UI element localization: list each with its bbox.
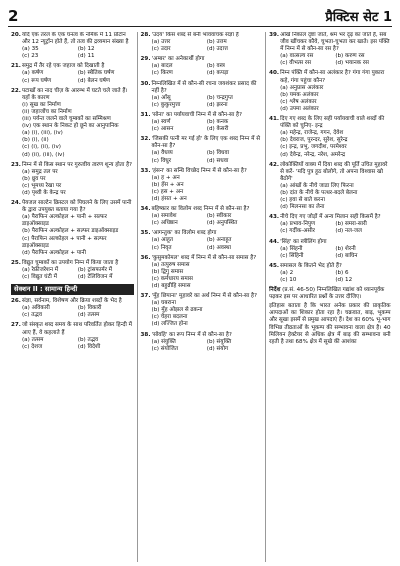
question-text: नीचे दिए गए जोड़ों में अन्य मिलान सही किसमें है? [280, 214, 381, 221]
answer-option: (b) हँस + अन [151, 181, 184, 188]
answer-option: (d) पैराफिन अल्कोहल + पानी [22, 249, 86, 256]
question-item [269, 32, 391, 67]
answer-option: (d) झरना [206, 101, 228, 108]
question-text: जो संस्कृत शब्द समय के साथ परिवर्तित होकर हिन्दी में आए हैं, वे कहलाते हैं [22, 322, 132, 336]
answer-option: (d) हंसत + अन [151, 195, 187, 202]
question-header [141, 136, 263, 150]
question-item [141, 332, 263, 353]
option-list [141, 262, 263, 290]
option-list [141, 175, 263, 203]
option-list [11, 102, 134, 159]
question-text: 'जिसकी पत्नी मर गई हो' के लिए एक शब्द निम्न में से कौन-सा है? [151, 136, 261, 150]
answer-option: (b) ट्रांसफार्मर में [77, 266, 113, 273]
question-text: लोकोक्तियों वाक्य में दिया शब्द की पूर्ति उचित मुहावरे से करें- 'मदि पुत्र हूठ बोलोगे, तो अपना विश्वास खो बैठोगे' [280, 161, 388, 182]
question-item [269, 70, 391, 113]
option-list [11, 70, 134, 84]
question-item [141, 293, 263, 328]
answer-option: (b) देवराज, पुरन्दर, सुरेश, सुरेन्द्र [280, 137, 348, 144]
answer-option: (d) (ii), (iii), (iv) [22, 151, 65, 158]
question-item [141, 56, 263, 77]
question-item [141, 136, 263, 164]
answer-option: (b) (i), (ii) [22, 137, 49, 144]
answer-option: (d) बहुव्रीहि समास [151, 283, 191, 289]
question-header [269, 162, 391, 183]
option-list [141, 300, 263, 328]
answer-option: (c) भूमध्य रेखा पर [22, 182, 62, 189]
question-item [11, 162, 134, 197]
section-heading: सेक्शन II : सामान्य हिन्दी [11, 284, 134, 295]
answer-option: (a) समावेश [151, 213, 177, 220]
answer-option: (i) सूख का निर्माण [22, 101, 61, 108]
question-text: 'कुसुमकोमल' शब्द में निम्न में से कौन-सा समास है? [151, 254, 257, 261]
answer-option: (d) तत्सम [77, 312, 100, 319]
answer-option: (b) तद्भव [77, 336, 99, 343]
question-item [141, 206, 263, 227]
answer-option: (c) उदार [151, 46, 171, 53]
answer-option: (b) मुँह ओझल से ढकना [151, 307, 203, 314]
answer-option: (d) भयानक रस [335, 60, 369, 67]
question-number: 32. [140, 136, 151, 143]
column-middle [137, 32, 266, 562]
question-header [141, 81, 263, 95]
answer-option: (c) रूप घर्षण [22, 77, 52, 84]
instruction-label: निर्देश [269, 287, 281, 294]
answer-option: (a) आहूत [151, 237, 173, 244]
answer-option: (c) चेहरा बदलना [151, 314, 188, 321]
answer-option: (a) ह + अन [151, 174, 180, 181]
question-text: 'आगन्तुक' का विलोम शब्द होगा [151, 230, 217, 237]
answer-option: (d) 11 [77, 53, 95, 60]
page-title: प्रैक्टिस सेट 1 [325, 10, 392, 25]
column-left [8, 32, 137, 562]
question-item [141, 255, 263, 290]
answer-option: (a) आँसू [151, 94, 171, 101]
question-number: 21. [11, 63, 21, 70]
answer-option: (d) लज्जित होना [151, 321, 188, 328]
question-item [11, 298, 134, 319]
answer-option: (b) वस्त्र [206, 63, 225, 70]
option-list [269, 246, 391, 260]
question-header [269, 263, 391, 270]
question-text: निम्न पंक्ति में कौन-सा अलंकार है? गंगा गंगा पुकारा कहे, गंगा पहुंचा कौन? [280, 70, 385, 84]
answer-option: (a) पैराफिन अल्कोहल + पानी + सल्फर डाइऑक्साइड [22, 214, 107, 228]
answer-option: (a) तत्सम [22, 336, 44, 343]
question-item [269, 162, 391, 212]
option-list [141, 150, 263, 164]
question-item [11, 88, 134, 159]
answer-option: (b) संयुक्ति [206, 338, 232, 345]
instruction-text: (प्र.सं. 46-50) निम्नलिखित गद्यांश को ध्यानपूर्वक पढ़कर इस पर आधारित प्रश्नों के उत्तर दीजिए। [269, 287, 385, 301]
question-number: 42. [269, 161, 279, 168]
option-list [11, 267, 134, 281]
answer-option: (iv) एक स्थान के निकट हो छूने का आनुपानिक [22, 123, 119, 130]
answer-option: (d) उपमा अलंकार [280, 105, 319, 112]
question-text: आँखें निकाल दृष्टा जाते, श्रम भर दृढ़ का जाते हैं, सब जीव खींचकर कौवे, चुभता-चुभता कर खाते। इस पंक्ति में निम्न में से कौन-सा रस है? [280, 32, 390, 53]
answer-option: (c) सिंहिनी [280, 252, 304, 259]
question-text: पेयजल साल्टेन क्रिस्टल को पिघलने के लिए उसमें पानी के द्वारा उपयुक्त बताया गया है? [22, 200, 132, 214]
answer-option: (d) अनुपस्थित [206, 220, 238, 227]
option-list [11, 169, 134, 197]
question-item [141, 168, 263, 203]
answer-option: (b) 12 [77, 46, 95, 53]
answer-option: (b) विधवा [206, 150, 230, 157]
answer-option: (a) घबराना [151, 300, 176, 307]
question-number: 37. [140, 293, 151, 300]
question-number: 34. [140, 206, 151, 213]
question-number: 41. [269, 116, 279, 123]
answer-option: (c) श्लेष अलंकार [280, 98, 317, 105]
answer-option: (a) 35 [22, 46, 39, 53]
answer-option: (a) वैधव्य [151, 150, 173, 157]
question-header [11, 32, 134, 46]
page-header [8, 6, 392, 27]
answer-option: (d) कपड़ा [206, 70, 229, 77]
option-list [141, 119, 263, 133]
answer-option: (d) संयोग [206, 345, 229, 352]
question-header [269, 32, 391, 53]
question-header [141, 56, 263, 63]
answer-option: (c) अधिष्ठान [151, 220, 178, 227]
answer-option: (d) मिलनसा का लेना [280, 204, 325, 211]
column-right [265, 32, 394, 562]
question-text: 'हंसन' का सन्धि विच्छेद निम्न में से कौन-सा है? [151, 167, 247, 174]
answer-option: (a) (i), (iii), (iv) [22, 130, 63, 137]
answer-option: (d) बेलन घर्षण [77, 77, 110, 84]
answer-option: (d) केसरी [206, 126, 229, 133]
option-list [11, 337, 134, 351]
answer-option: (c) निवृत [151, 244, 172, 251]
answer-option: (d) नल-जल [335, 228, 362, 235]
question-header [269, 239, 391, 246]
answer-option: (a) आंखों के नीचे जाडा लिए फिरना [280, 182, 354, 189]
option-list [141, 339, 263, 353]
question-number: 28. [140, 32, 151, 38]
question-text: निम्नलिखित में से कौन-सी रचना जयशंकर प्रसाद की नहीं है? [151, 80, 257, 94]
answer-option: (b) पैराफिन अल्कोहल + सल्फर डाइऑक्साइड [22, 228, 119, 235]
answer-option: (c) तद्भव [22, 312, 42, 319]
question-text: समुद्र में तैर रहे एक जहाज को दिखाती है [22, 63, 105, 70]
question-text: 'उदय' किस शब्द से बनी भाववाचक संज्ञा है [151, 32, 239, 38]
question-number: 39. [269, 32, 279, 38]
question-text: 'सिंह' का स्त्रीलिंग होगा [280, 238, 327, 245]
question-item [269, 239, 391, 260]
answer-option: (c) कर्मधारय समास [151, 275, 193, 282]
option-list [269, 85, 391, 113]
answer-option: (a) बादल [151, 63, 173, 70]
answer-option: (d) बाघिन [335, 252, 358, 259]
question-header [269, 116, 391, 130]
option-list [141, 213, 263, 227]
question-text: संज्ञा, सर्वनाम, विशेषण और क्रिया शब्दों के भेद है [22, 298, 122, 305]
option-list [269, 53, 391, 67]
question-number: 24. [11, 200, 21, 207]
question-text: 'सोना' का पर्यायवाची निम्न में से कौन-सा है? [151, 111, 242, 118]
question-text: बहिष्कार का विलोम शब्द निम्न में से कौन-सा है? [151, 206, 250, 213]
answer-option: (c) 10 [280, 277, 297, 283]
question-item [11, 322, 134, 350]
question-number: 43. [269, 214, 279, 221]
answer-option: (b) शेरनी [335, 245, 356, 252]
answer-option: (b) विकारी [77, 305, 102, 312]
answer-option: (b) दांत के नीचे के पत्थर-बदले बेलना [280, 189, 358, 196]
answer-option: (c) विधुर [151, 157, 172, 164]
answer-option: (c) (i), (ii), (iv) [22, 144, 61, 151]
answer-option: (c) हवा से बाते करना [280, 197, 325, 204]
answer-option: (a) अनुप्रास अलंकार [280, 84, 324, 91]
answer-option: (b) 6 [335, 269, 349, 276]
question-item [269, 263, 391, 284]
question-header [11, 260, 134, 267]
answer-option: (d) अवस्था [206, 244, 231, 251]
answer-option: (c) आसन [151, 126, 174, 133]
question-item [11, 63, 134, 84]
question-item [141, 81, 263, 109]
question-header [141, 32, 263, 39]
question-header [141, 332, 263, 339]
answer-option: (d) विदेशी [77, 343, 101, 350]
answer-option: (c) विद्युत घंटी में [22, 274, 57, 280]
question-text: दिए गए शब्द के लिए सही पर्यायवाची वाले शब्दों की पंक्ति को चुनिए- इन्द्र [280, 116, 385, 130]
answer-option: (a) प्रभाव-निपुण [280, 221, 316, 228]
question-text: 'सोवहि' का रूप निम्न में से कौन-सा है? [151, 331, 232, 338]
answer-option: (c) कुकुरमुत्ता [151, 101, 181, 108]
question-number: 35. [140, 230, 151, 237]
answer-option: (d) 12 [335, 277, 353, 283]
question-header [141, 112, 263, 119]
question-header [11, 88, 134, 102]
answer-option: (c) 23 [22, 53, 39, 60]
answer-option: (c) किरण [151, 70, 173, 77]
answer-option: (c) संयोजित [151, 345, 179, 352]
question-header [141, 255, 263, 262]
question-item [269, 116, 391, 159]
answer-option: (a) महेन्द्र, राजेन्द्र, गगन, देवेश [280, 130, 344, 137]
answer-option: (b) अनाहूत [206, 237, 232, 244]
question-header [11, 200, 134, 214]
answer-option: (b) उत्तम [206, 39, 227, 46]
question-number: 36. [140, 254, 151, 261]
option-list [269, 183, 391, 211]
answer-option: (a) तत्पुरुष समास [151, 261, 190, 268]
answer-option: (ii) जहाजोंच का निर्माण [22, 108, 72, 115]
answer-option: (d) टेलिविजन में [77, 274, 113, 280]
answer-option: (c) पैराफिन अल्कोहल + पानी + सल्फर डाइऑक्साइड [22, 235, 107, 249]
question-item [141, 32, 263, 53]
question-number: 38. [140, 331, 151, 338]
question-header [269, 70, 391, 84]
answer-option: (b) कनक [206, 119, 229, 126]
answer-option: (b) समरा-सारी [335, 221, 367, 228]
answer-option: (c) इन्द्र, प्रभु, जगदीश, परमेश्वर [280, 144, 347, 151]
question-text: यदि एक तरल के एक घनत्व के नमिक में 11 प्रोटॉन और 12 न्यूट्रॉन होते हैं, तो तत्व की द्रव्यमान संख्या है [22, 32, 129, 46]
question-item [11, 260, 134, 281]
answer-option: (c) वीभत्स रस [280, 60, 312, 67]
option-list [269, 221, 391, 235]
answer-option: (b) ध्रुव पर [22, 175, 46, 182]
option-list [141, 39, 263, 53]
question-item [11, 200, 134, 257]
answer-option: (c) हस + अन [151, 188, 184, 195]
option-list [11, 305, 134, 319]
page-number: 2 [8, 7, 19, 25]
answer-option: (a) रेफ्रीजरेशन में [22, 266, 59, 273]
question-header [11, 162, 134, 169]
answer-option: (a) वात्सल्य रस [280, 53, 314, 60]
question-item [141, 230, 263, 251]
option-list [269, 270, 391, 284]
question-number: 29. [140, 56, 151, 63]
question-text: समासल के कितने भेद होते हैं? [280, 262, 342, 269]
question-number: 23. [11, 161, 21, 168]
answer-option: (c) गर्दीक-असीर [280, 228, 315, 235]
answer-option: (a) संयुक्ति [151, 338, 176, 345]
answer-option: (b) द्विगु समास [151, 268, 184, 275]
answer-option: (b) स्थैतिक घर्षण [77, 70, 115, 77]
question-number: 26. [11, 298, 21, 305]
answer-option: (b) चन्द्रगुप्त [206, 94, 233, 101]
answer-option: (c) देशज [22, 343, 43, 350]
question-header [141, 293, 263, 300]
answer-option: (b) करुण रस [335, 53, 365, 60]
answer-option: (a) समुद्र तल पर [22, 168, 58, 175]
question-number: 22. [11, 87, 21, 94]
question-number: 25. [11, 259, 21, 266]
question-text: 'अम्बर' का अनेकार्थी होगा [151, 56, 205, 63]
answer-option: (a) 2 [280, 269, 294, 276]
question-number: 31. [140, 111, 151, 118]
question-header [141, 168, 263, 175]
passage-text: इतिहास बताता है कि भारत अनेक प्रकार की प्राकृतिक आपदाओं का शिकार होता रहा है। चक्रवात, बाढ़, भूकम्प और सूखा इसमें से प्रमुख आपदाएं हैं। देश का 60% भू-भाग विभिन्न तीव्रताओं के भूकम्प की सम्भावना वाला क्षेत्र है। 40 मिलियन हेक्टेयर से अधिक क्षेत्र में बाढ़ की सम्भावना बनी रहती है तथा 68% क्षेत्र में सूखे की आशंका [269, 303, 391, 345]
question-text: 'मुँह छिपाना' मुहावरे का अर्थ निम्न में से कौन-सा है? [151, 293, 257, 300]
answer-option: (iii) पर्यन्त जलने वाले चुम्बकों का सम्मिश्रण [22, 116, 111, 123]
answer-option: (a) कर्षण [22, 70, 44, 77]
question-text: पटाखों का नाद चीज़ के आरम्भ में घटते चले जाते हैं। यहाँ के कारण [22, 87, 128, 101]
question-number: 30. [140, 80, 151, 87]
question-number: 20. [11, 32, 21, 38]
question-number: 40. [269, 70, 279, 77]
question-columns [8, 32, 394, 562]
answer-option: (b) यमक अलंकार [280, 91, 319, 98]
question-number: 27. [11, 322, 21, 329]
answer-option: (a) उत्तर [151, 39, 171, 46]
answer-option: (a) अविकारी [22, 305, 50, 312]
option-list [141, 63, 263, 77]
option-list [11, 46, 134, 60]
question-item [141, 112, 263, 133]
answer-option: (d) पृथ्वी के केन्द्र पर [22, 189, 66, 196]
answer-option: (b) स्वीकार [206, 213, 232, 220]
question-item [269, 214, 391, 235]
option-list [141, 95, 263, 109]
question-number: 45. [269, 262, 279, 269]
question-header [141, 230, 263, 237]
option-list [141, 237, 263, 251]
option-list [269, 130, 391, 158]
question-number: 44. [269, 238, 279, 245]
answer-option: (a) सिंहनी [280, 245, 303, 252]
question-text: विद्युत चुम्बकों का उपयोग निम्न में किया जाता है [22, 259, 119, 266]
instruction-note [269, 287, 391, 301]
answer-option: (d) देवेन्द्र, नरेन्द्र, नरेश, अमरेन्द्र [280, 151, 346, 158]
option-list [11, 214, 134, 257]
answer-option: (d) सधवा [206, 157, 229, 164]
question-item [11, 32, 134, 60]
answer-option: (d) उदात्त [206, 46, 228, 53]
answer-option: (a) स्वर्ण [151, 119, 171, 126]
question-text: निम्न में से किस स्थान पर गुरुत्वीय त्वरण शून्य होता है? [22, 161, 133, 168]
question-header [11, 322, 134, 336]
question-number: 33. [140, 167, 151, 174]
